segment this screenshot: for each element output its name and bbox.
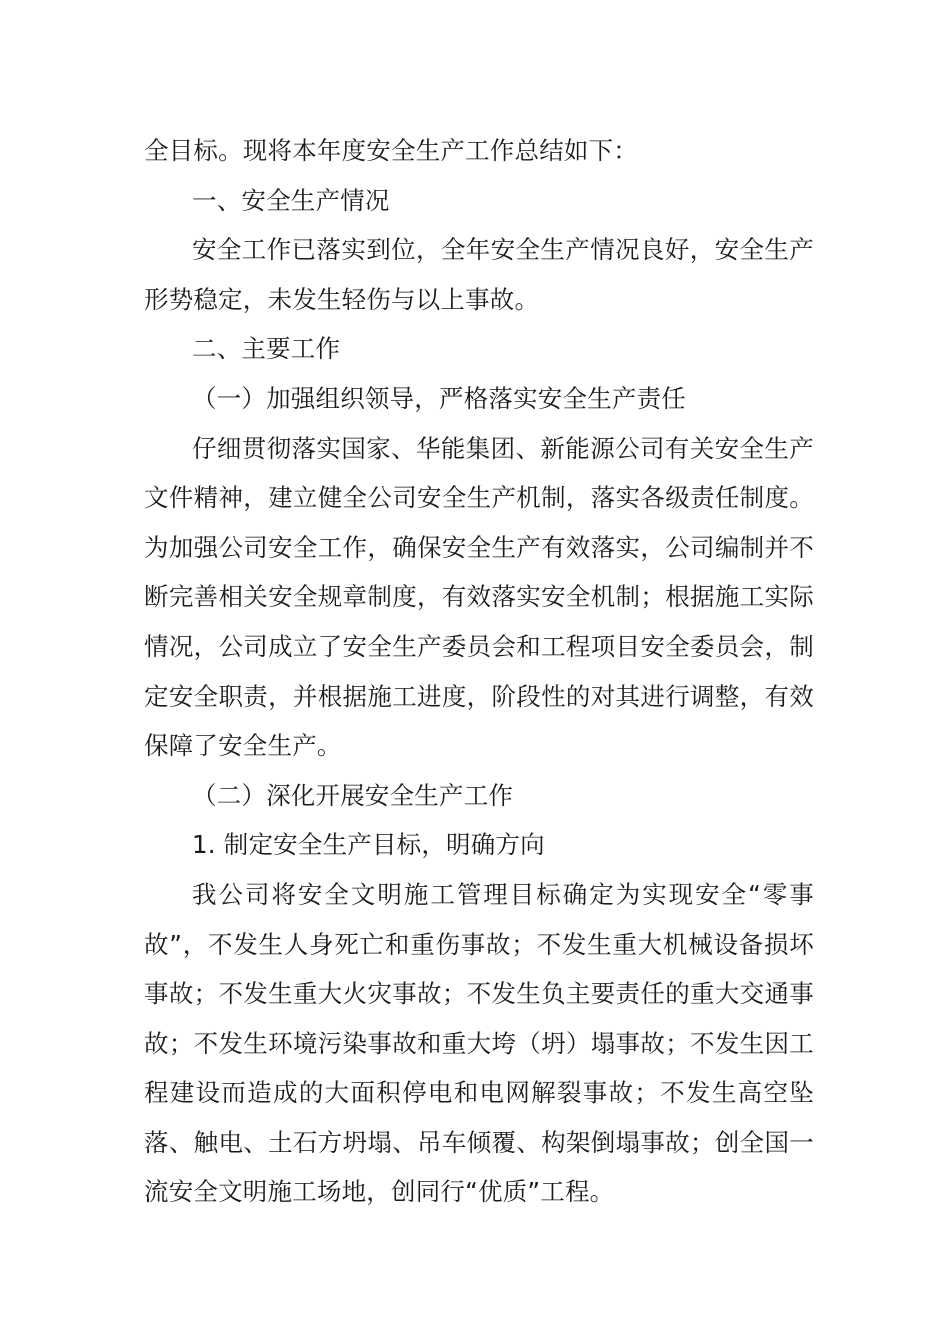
paragraph-safety-status: 安全工作已落实到位，全年安全生产情况良好，安全生产形势稳定，未发生轻伤与以上事故。 xyxy=(144,235,814,314)
item-heading-targets: 1. 制定安全生产目标，明确方向 xyxy=(192,830,545,860)
section-heading-safety-status: 一、安全生产情况 xyxy=(192,185,390,215)
section-heading-main-work: 二、主要工作 xyxy=(192,334,341,364)
paragraph-organization: 仔细贯彻落实国家、华能集团、新能源公司有关安全生产文件精神，建立健全公司安全生产机制，落实各级责任制度。为加强公司安全工作，确保安全生产有效落实，公司编制并不断完善相关安全规章制度，有效落实安全机制；根据施工实际情况，公司成立了安全生产委员会和工程项目安全委员会，制定安全职责，并根据施工进度，阶段性的对其进行调整，有效保障了安全生产。 xyxy=(144,433,814,761)
subsection-heading-organization: （一）加强组织领导，严格落实安全生产责任 xyxy=(192,383,686,413)
paragraph-targets: 我公司将安全文明施工管理目标确定为实现安全“零事故”，不发生人身死亡和重伤事故；不发生重大机械设备损坏事故；不发生重大火灾事故；不发生负主要责任的重大交通事故；不发生环境污染事故和重大垮（坍）塌事故；不发生因工程建设而造成的大面积停电和电网解裂事故；不发生高空坠落、触电、土石方坍塌、吊车倾覆、构架倒塌事故；创全国一流安全文明施工场地，创同行“优质”工程。 xyxy=(144,879,814,1207)
subsection-heading-deepen-work: （二）深化开展安全生产工作 xyxy=(192,780,514,810)
document-body xyxy=(144,126,814,1217)
paragraph-intro-continuation: 全目标。现将本年度安全生产工作总结如下： xyxy=(144,136,638,165)
